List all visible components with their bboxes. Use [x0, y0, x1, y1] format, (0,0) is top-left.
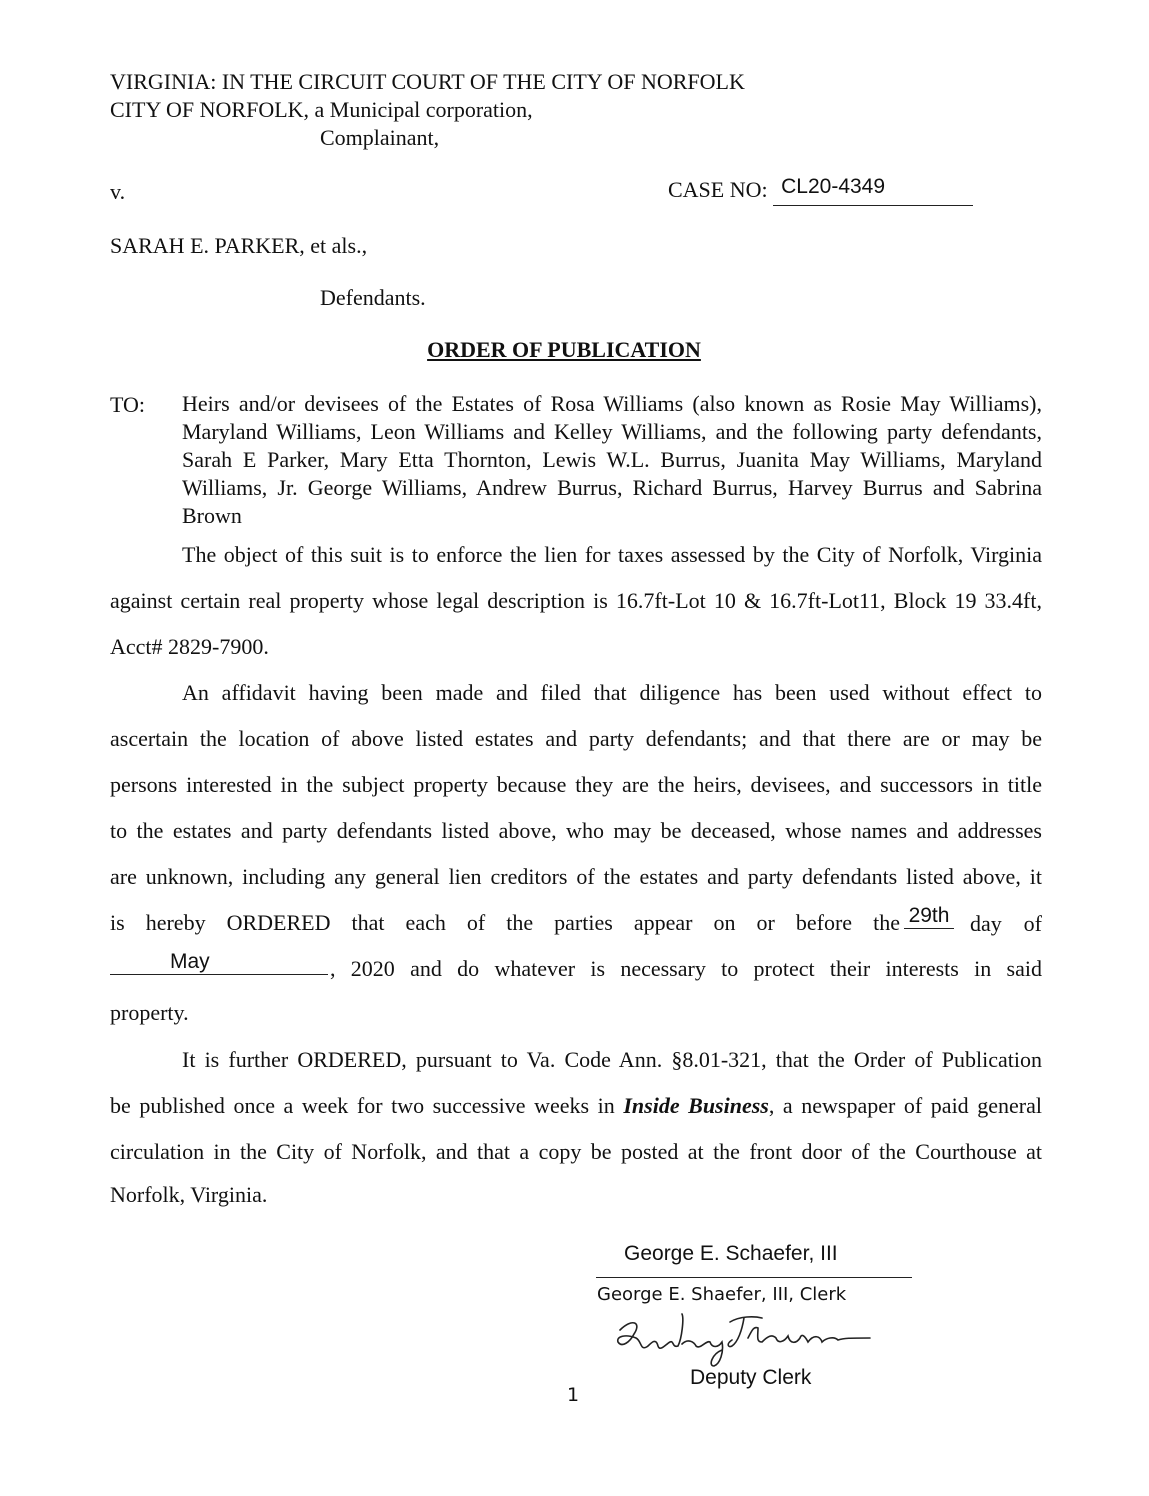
handwritten-signature: [612, 1308, 882, 1374]
signature-rule: [596, 1277, 912, 1278]
appearance-month-field: [110, 950, 328, 975]
to-line: Williams, Jr. George Williams, Andrew Burrus, Richard Burrus, Harvey Burrus and Sabrina: [182, 475, 1042, 500]
para3-line: Norfolk, Virginia.: [110, 1182, 268, 1207]
court-line: VIRGINIA: IN THE CIRCUIT COURT OF THE CITY OF NORFOLK: [110, 69, 745, 94]
defendant-role: Defendants.: [320, 285, 426, 310]
signature-drawing: [612, 1308, 882, 1374]
para2-last-line: property.: [110, 1000, 189, 1025]
plaintiff-role: Complainant,: [320, 125, 440, 150]
to-label: TO:: [110, 392, 146, 417]
clerk-title: George E. Shaefer, III, Clerk: [597, 1284, 847, 1305]
para2-line: ascertain the location of above listed estates and party defendants; and that there are or may be: [110, 726, 1042, 751]
para2-line: persons interested in the subject property because they are the heirs, devisees, and successors in title: [110, 772, 1042, 797]
para1-line: against certain real property whose legal description is 16.7ft-Lot 10 & 16.7ft-Lot11, Block 19 33.4ft,: [110, 588, 1042, 613]
page-number: 1: [567, 1384, 580, 1406]
versus: v.: [110, 179, 126, 204]
to-line: Maryland Williams, Leon Williams and Kelley Williams, and the following party defendants,: [182, 419, 1042, 444]
para1-line: Acct# 2829-7900.: [110, 634, 269, 659]
to-recipients: [182, 390, 1042, 530]
para3-line: It is further ORDERED, pursuant to Va. Code Ann. §8.01-321, that the Order of Publication: [182, 1047, 1042, 1072]
case-no-field: [773, 175, 973, 206]
para2-line: to the estates and party defendants listed above, who may be deceased, whose names and addresses: [110, 818, 1042, 843]
defendant-line: SARAH E. PARKER, et als.,: [110, 233, 368, 258]
appearance-day: 29th: [904, 904, 954, 929]
deputy-title: Deputy Clerk: [690, 1366, 812, 1389]
appearance-month: May: [110, 950, 328, 975]
para3-line: be published once a week for two successive weeks in Inside Business, a newspaper of paid general: [110, 1093, 1042, 1118]
para2-line: An affidavit having been made and filed that diligence has been used without effect to: [182, 680, 1042, 705]
para1-line: The object of this suit is to enforce the lien for taxes assessed by the City of Norfolk, Virginia: [182, 542, 1042, 567]
newspaper-name: Inside Business: [623, 1093, 769, 1118]
to-line: Sarah E Parker, Mary Etta Thornton, Lewis W.L. Burrus, Juanita May Williams, Maryland: [182, 447, 1042, 472]
case-number: [668, 175, 973, 204]
plaintiff-line: CITY OF NORFOLK, a Municipal corporation,: [110, 97, 533, 122]
to-line: Heirs and/or devisees of the Estates of Rosa Williams (also known as Rosie May Williams),: [182, 391, 1042, 416]
para2-line: are unknown, including any general lien creditors of the estates and party defendants listed above, it: [110, 864, 1042, 889]
case-no-label: CASE NO:: [668, 177, 768, 202]
clerk-typed-name: George E. Schaefer, III: [624, 1242, 838, 1265]
ordered-line: is hereby ORDERED that each of the parties appear on or before the: [110, 910, 900, 935]
para3-line: circulation in the City of Norfolk, and that a copy be posted at the front door of the Courthouse at: [110, 1139, 1042, 1164]
year-line: , 2020 and do whatever is necessary to protect their interests in said: [330, 956, 1042, 981]
case-no-value: CL20-4349: [781, 175, 886, 198]
appearance-day-field: [904, 904, 954, 929]
to-line: Brown: [182, 503, 242, 528]
day-suffix: day of: [970, 911, 1042, 936]
document-title: ORDER OF PUBLICATION: [427, 337, 701, 362]
